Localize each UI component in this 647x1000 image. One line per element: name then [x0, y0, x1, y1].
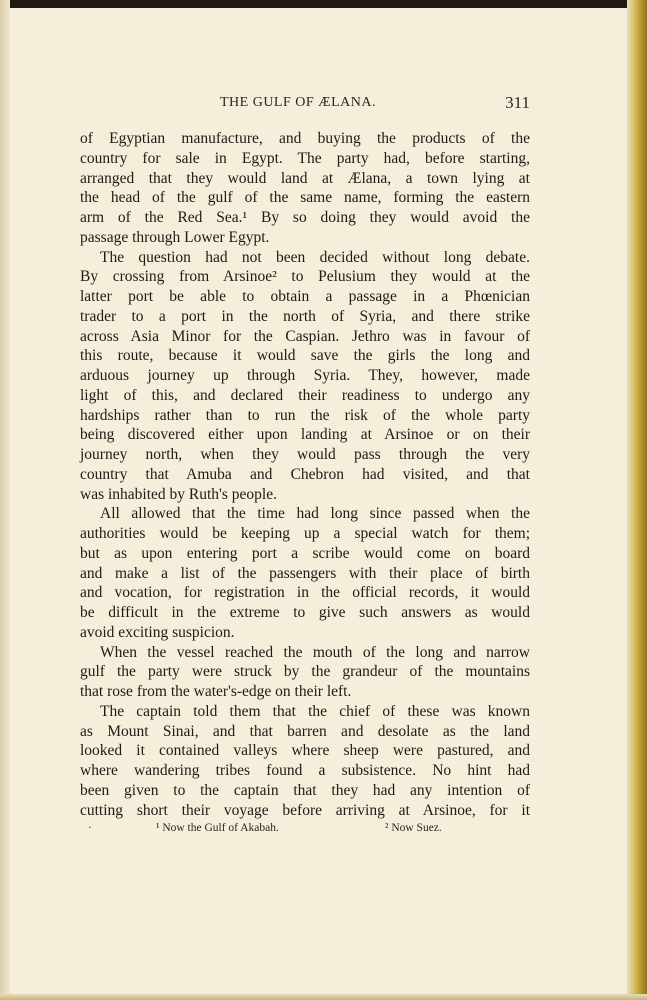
text-line: trader to a port in the north of Syria, and there strike: [80, 307, 530, 325]
text-line: where wandering tribes found a subsistence. No hint had: [80, 762, 530, 779]
text-line: The captain told them that the chief of these was known: [100, 702, 530, 720]
page-top-edge: [0, 0, 647, 8]
text-line: being discovered either upon landing at Arsinoe or on their: [80, 426, 530, 444]
text-line: arm of the Red Sea.¹ By so doing they would avoid the: [80, 209, 530, 226]
text-line: country for sale in Egypt. The party had, before starting,: [80, 149, 530, 167]
text-line: but as upon entering port a scribe would come on board: [80, 544, 530, 562]
page-left-edge: [0, 0, 10, 1000]
text-line: arduous journey up through Syria. They, however, made: [80, 367, 530, 384]
text-line: passage through Lower Egypt.: [80, 228, 270, 246]
text-line: this route, because it would save the girls the long and: [80, 347, 530, 365]
text-line: hardships rather than to run the risk of the whole party: [80, 406, 530, 424]
text-line: avoid exciting suspicion.: [80, 623, 235, 641]
text-line: light of this, and declared their readiness to undergo any: [80, 386, 530, 404]
text-line: arranged that they would land at Ælana, a town lying at: [80, 169, 530, 187]
page-bottom-edge: [0, 994, 647, 1000]
text-line: gulf the party were struck by the grandeur of the mountains: [80, 663, 530, 681]
text-line: authorities would be keeping up a special watch for them;: [80, 525, 530, 542]
footnotes: [80, 822, 530, 840]
page-header: [80, 93, 530, 117]
footnote-mark: ·: [88, 822, 92, 834]
text-line: All allowed that the time had long since passed when the: [100, 505, 530, 523]
text-line: The question had not been decided without long debate.: [100, 248, 530, 266]
text-line: latter port be able to obtain a passage in a Phœnician: [80, 288, 530, 305]
text-line: was inhabited by Ruth's people.: [80, 485, 277, 503]
text-line: When the vessel reached the mouth of the long and narrow: [100, 643, 530, 661]
book-gilt-edge: [627, 0, 647, 1000]
text-line: looked it contained valleys where sheep were pastured, and: [80, 742, 530, 760]
text-line: across Asia Minor for the Caspian. Jethro was in favour of: [80, 327, 530, 345]
text-line: as Mount Sinai, and that barren and desolate as the land: [80, 722, 530, 740]
text-line: that rose from the water's-edge on their left.: [80, 683, 352, 700]
text-line: be difficult in the extreme to give such answers as would: [80, 604, 530, 621]
text-line: cutting short their voyage before arriving at Arsinoe, for it: [80, 801, 530, 819]
text-line: the head of the gulf of the same name, forming the eastern: [80, 189, 530, 207]
text-line: country that Amuba and Chebron had visited, and that: [80, 465, 530, 483]
text-line: journey north, when they would pass through the very: [80, 446, 530, 463]
running-title: THE GULF OF ÆLANA.: [220, 95, 376, 110]
text-line: and make a list of the passengers with their place of birth: [80, 564, 530, 582]
text-line: been given to the captain that they had any intention of: [80, 781, 530, 799]
footnote-1: ¹ Now the Gulf of Akabah.: [156, 822, 279, 834]
page-number: 311: [505, 93, 530, 112]
text-line: of Egyptian manufacture, and buying the products of the: [80, 130, 530, 147]
text-line: By crossing from Arsinoe² to Pelusium they would at the: [80, 268, 530, 286]
footnote-2: ² Now Suez.: [385, 822, 442, 834]
text-line: and vocation, for registration in the official records, it would: [80, 584, 530, 602]
body-text: [80, 129, 530, 820]
